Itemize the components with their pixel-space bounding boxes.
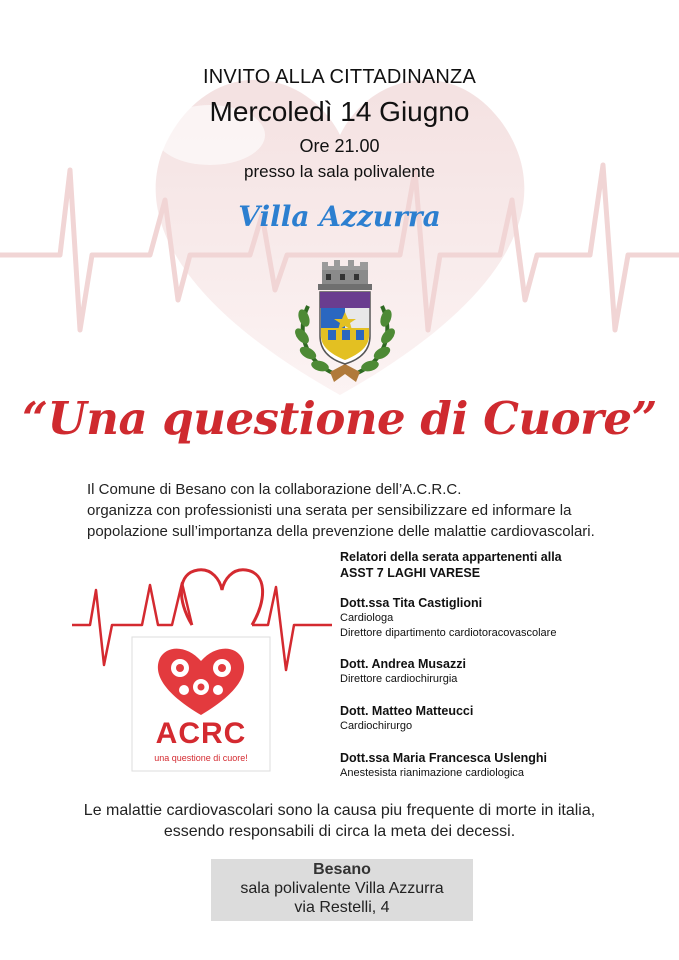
closing-statement xyxy=(0,800,679,842)
address-city: Besano xyxy=(313,861,371,878)
intro-paragraph xyxy=(87,479,647,542)
speaker-name: Dott. Matteo Matteucci xyxy=(340,704,474,718)
coat-of-arms-emblem xyxy=(290,256,400,386)
invite-heading: INVITO ALLA CITTADINANZA xyxy=(202,66,476,88)
speaker-role: Cardiochirurgo xyxy=(340,720,413,732)
speaker-entry xyxy=(340,595,660,641)
speakers-section xyxy=(340,549,660,781)
event-venue: Villa Azzurra xyxy=(238,200,441,233)
speaker-name: Dott.ssa Tita Castiglioni xyxy=(340,596,483,610)
event-date: Mercoledì 14 Giugno xyxy=(209,96,470,127)
speakers-header xyxy=(340,549,660,581)
address-box xyxy=(211,859,473,921)
closing-line: essendo responsabili di circa la meta dei decessi. xyxy=(163,823,516,840)
speaker-name: Dott. Andrea Musazzi xyxy=(340,657,466,671)
speaker-entry xyxy=(340,750,660,781)
event-place: presso la sala polivalente xyxy=(244,162,435,181)
speaker-role: Direttore dipartimento cardiotoracovascolare xyxy=(340,627,557,639)
event-time: Ore 21.00 xyxy=(299,136,380,156)
speakers-header-line: ASST 7 LAGHI VARESE xyxy=(340,566,481,580)
intro-line: popolazione sull’importanza della prevenzione delle malattie cardiovascolari. xyxy=(87,523,595,540)
acrc-logo-illustration xyxy=(72,565,332,790)
intro-line: organizza con professionisti una serata per sensibilizzare ed informare la xyxy=(87,502,572,519)
acrc-logo-tagline: una questione di cuore! xyxy=(154,753,248,763)
speaker-role: Direttore cardiochirurgia xyxy=(340,673,458,685)
acrc-logo-text: ACRC xyxy=(155,717,247,750)
speaker-role: Cardiologa xyxy=(340,612,394,624)
address-street: via Restelli, 4 xyxy=(294,899,390,916)
address-venue: sala polivalente Villa Azzurra xyxy=(240,880,444,897)
closing-line: Le malattie cardiovascolari sono la causa piu frequente di morte in italia, xyxy=(83,802,596,819)
speaker-role: Anestesista rianimazione cardiologica xyxy=(340,767,525,779)
speakers-header-line: Relatori della serata appartenenti alla xyxy=(340,550,562,564)
speaker-entry xyxy=(340,703,660,734)
speaker-name: Dott.ssa Maria Francesca Uslenghi xyxy=(340,751,548,765)
event-headline: “Una questione di Cuore” xyxy=(22,392,657,445)
speaker-entry xyxy=(340,656,660,687)
intro-line: Il Comune di Besano con la collaborazione dell’A.C.R.C. xyxy=(87,481,462,498)
